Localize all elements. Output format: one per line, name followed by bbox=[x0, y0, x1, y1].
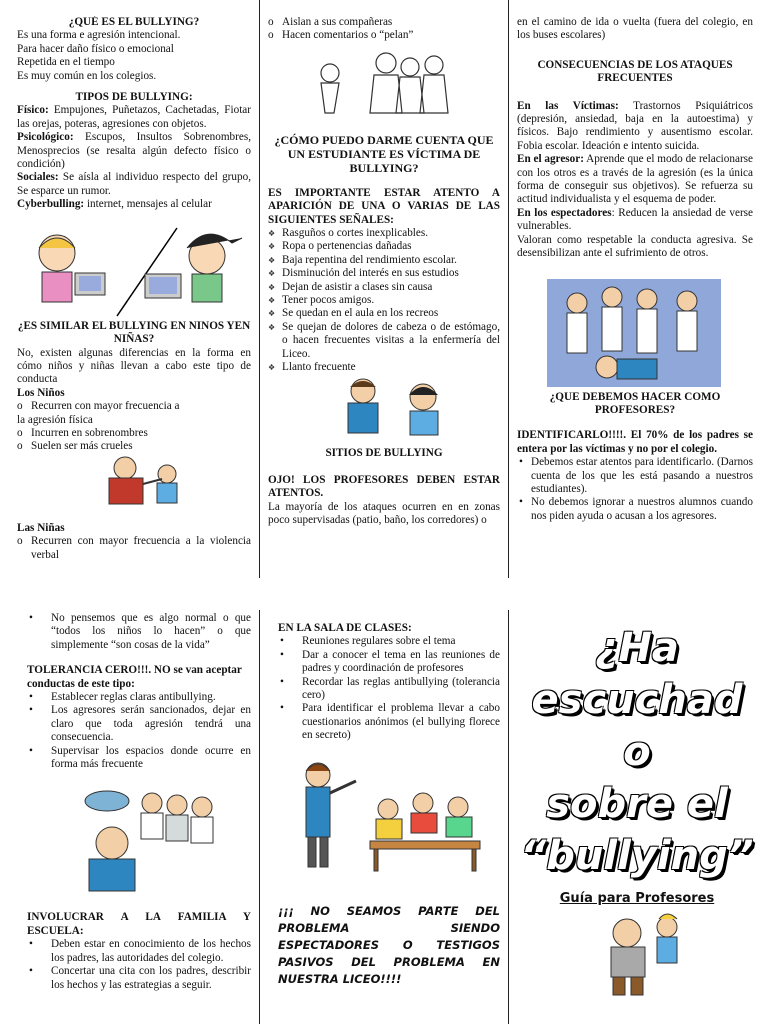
type-psychological: Psicológico: Escupos, Insultos Sobrenombres, Menosprecios (se resalta algún defecto físico o condición) bbox=[17, 131, 251, 171]
list-item: ❖ Llanto frecuente bbox=[268, 361, 500, 374]
column-divider bbox=[259, 0, 260, 578]
type-physical: Físico: Empujones, Puñetazos, Cachetadas, Fiotar las orejas, poteras, agresiones con objetos. bbox=[17, 104, 251, 130]
list-item: ❖ Ropa o pertenencias dañadas bbox=[268, 240, 500, 253]
definition-line: Es muy común en los colegios. bbox=[17, 69, 157, 82]
list-item: ❖ Se quedan en el aula en los recreos bbox=[268, 307, 500, 320]
illustration-fight bbox=[17, 454, 251, 516]
panel-consequences bbox=[517, 16, 753, 576]
heading-places: SITIOS DE BULLYING bbox=[325, 446, 443, 459]
panel-what-is-bullying bbox=[17, 16, 251, 576]
signs-list bbox=[268, 227, 500, 374]
illustration-classroom bbox=[278, 751, 500, 881]
list-item: • No pensemos que es algo normal o que “todos los niños lo hacen” o que simplemente “son cosas de la vida” bbox=[27, 612, 251, 652]
list-item: • Supervisar los espacios donde ocurre en forma más frecuente bbox=[27, 745, 251, 772]
classroom-list bbox=[278, 635, 500, 742]
zero-tolerance-list bbox=[27, 691, 251, 771]
list-item: • Establecer reglas claras antibullying. bbox=[27, 691, 251, 704]
column-divider bbox=[508, 0, 509, 578]
closing-message: ¡¡¡ NO SEAMOS PARTE DEL PROBLEMA SIENDO ESPECTADORES O TESTIGOS PASIVOS DEL PROBLEMA EN NUESTRA LICEO!!!! bbox=[278, 903, 500, 986]
heading-similar: ¿ES SIMILAR EL BULLYING EN NINOS YEN NIÑAS? bbox=[17, 319, 251, 346]
list-item: o Hacen comentarios o “pelan” bbox=[268, 29, 500, 42]
boys-list bbox=[17, 400, 251, 454]
label-girls: Las Niñas bbox=[17, 521, 65, 534]
places-text: La mayoría de los ataques ocurren en en zonas poco supervisadas (patio, baño, los corredores) o bbox=[268, 500, 500, 527]
list-item: • No debemos ignorar a nuestros alumnos cuando nos piden ayuda o acusan a los agresores. bbox=[517, 496, 753, 523]
list-item: ❖ Rasguños o cortes inexplicables. bbox=[268, 227, 500, 240]
heading-types: TIPOS DE BULLYING: bbox=[75, 91, 193, 104]
list-item: ❖ Se quejan de dolores de cabeza o de estómago, o hacen frecuentes visitas a la enfermería del Liceo. bbox=[268, 321, 500, 361]
definition-line: Repetida en el tiempo bbox=[17, 56, 115, 69]
list-item: ❖ Dejan de asistir a clases sin causa bbox=[268, 281, 500, 294]
definition-line: Para hacer daño físico o emocional bbox=[17, 42, 174, 55]
cover-title-line: sobre el bbox=[546, 781, 728, 827]
cover-title-line: “bullying” bbox=[520, 833, 754, 879]
cover-title-line: escuchad bbox=[531, 677, 743, 723]
illustration-cyberbullying bbox=[17, 218, 251, 318]
list-item: • Recordar las reglas antibullying (tolerancia cero) bbox=[278, 676, 500, 703]
list-item: ❖ Baja repentina del rendimiento escolar. bbox=[268, 254, 500, 267]
type-social: Sociales: Se aísla al individuo respecto del grupo, Se esparce un rumor. bbox=[17, 171, 251, 197]
illustration-boys-teasing bbox=[27, 781, 251, 901]
heading-family: INVOLUCRAR A LA FAMILIA Y ESCUELA: bbox=[27, 911, 251, 937]
victims-text: En las Víctimas: Trastornos Psiquiátricos (depresión, ansiedad, baja en la autoestima) y físicos. Bajo rendimiento y ausentismo escolar. Fobia escolar. Ideación e intento suicida. bbox=[517, 99, 753, 152]
list-item: o Recurren con mayor frecuencia a bbox=[17, 400, 251, 413]
panel-classroom bbox=[278, 622, 500, 1022]
list-item: o Aislan a sus compañeras bbox=[268, 16, 500, 29]
list-item: • Debemos estar atentos para identificarlo. (Darnos cuenta de los que les está pasando a nuestros estudiantes). bbox=[517, 456, 753, 496]
cover-title-line: ¿Ha bbox=[595, 625, 679, 671]
list-item: o Incurren en sobrenombres bbox=[17, 427, 251, 440]
definition-line: Es una forma e agresión intencional. bbox=[17, 29, 181, 42]
heading-classroom: EN LA SALA DE CLASES: bbox=[278, 622, 412, 634]
list-item: • Concertar una cita con los padres, describir los hechos y las estrategias a seguir. bbox=[27, 965, 251, 992]
cover-subtitle: Guía para Profesores bbox=[559, 891, 715, 906]
type-cyber: Cyberbulling: internet, mensajes al celular bbox=[17, 198, 212, 211]
list-item: ❖ Disminución del interés en sus estudios bbox=[268, 267, 500, 280]
list-item: • Reuniones regulares sobre el tema bbox=[278, 635, 500, 648]
cover-title-line: o bbox=[623, 729, 651, 775]
illustration-group-bullying bbox=[517, 277, 753, 389]
list-item: la agresión física bbox=[17, 413, 93, 426]
list-item: • Para identificar el problema llevar a cabo cuestionarios anónimos (el bullying florece en secreto) bbox=[278, 702, 500, 742]
illustration-bully bbox=[517, 909, 757, 999]
similar-text: No, existen algunas diferencias en la forma en cómo niños y niñas llevan a cabo este tipo de conducta bbox=[17, 346, 251, 386]
list-item: o Recurren con mayor frecuencia a la violencia verbal bbox=[17, 535, 251, 562]
identify-note: IDENTIFICARLO!!!!. El 70% de los padres se entera por las víctimas y no por el colegio. bbox=[517, 429, 753, 455]
girls-list-continued bbox=[268, 16, 500, 43]
column-divider bbox=[508, 610, 509, 1024]
identify-list bbox=[517, 456, 753, 523]
cover-title bbox=[517, 622, 757, 882]
panel-cover bbox=[517, 622, 757, 1022]
heading-how-to-know: ¿CÓMO PUEDO DARME CUENTA QUE UN ESTUDIANTE ES VÍCTIMA DE BULLYING? bbox=[274, 132, 494, 175]
teachers-alert: OJO! LOS PROFESORES DEBEN ESTAR ATENTOS. bbox=[268, 473, 500, 500]
illustration-girls-excluding bbox=[268, 43, 500, 133]
label-boys: Los Niños bbox=[17, 386, 65, 399]
family-list bbox=[27, 938, 251, 992]
panel-zero-tolerance bbox=[27, 612, 251, 1022]
heading-what-to-do: ¿QUE DEBEMOS HACER COMO PROFESORES? bbox=[549, 390, 721, 416]
list-item: ❖ Tener pocos amigos. bbox=[268, 294, 500, 307]
spectators-text: En los espectadores: Reducen la ansiedad de verse vulnerables. bbox=[517, 206, 753, 233]
list-item: • Deben estar en conocimiento de los hechos los padres, las autoridades del colegio. bbox=[27, 938, 251, 965]
spectators-text-2: Valoran como respetable la conducta agresiva. Se desensibilizan ante el sufrimiento de otros. bbox=[517, 233, 753, 260]
important-note: ES IMPORTANTE ESTAR ATENTO A APARICIÓN DE UNA O VARIAS DE LAS SIGUIENTES SEÑALES: bbox=[268, 186, 500, 226]
panel-signs bbox=[268, 16, 500, 576]
column-divider bbox=[259, 610, 260, 1024]
places-text-continued: en el camino de ida o vuelta (fuera del colegio, en los buses escolares) bbox=[517, 16, 753, 42]
list-item: • Dar a conocer el tema en las reuniones de padres y coordinación de profesores bbox=[278, 649, 500, 676]
heading-what-is: ¿QUÉ ES EL BULLYING? bbox=[68, 16, 200, 28]
normalize-list bbox=[27, 612, 251, 652]
list-item: o Suelen ser más crueles bbox=[17, 440, 251, 453]
girls-list bbox=[17, 535, 251, 562]
heading-zero-tolerance: TOLERANCIA CERO!!!. NO se van aceptar conductas de este tipo: bbox=[27, 664, 242, 690]
heading-consequences: CONSECUENCIAS DE LOS ATAQUES FRECUENTES bbox=[537, 58, 733, 85]
aggressor-text: En el agresor: Aprende que el modo de relacionarse con los otros es a través de la agresión (es la única forma de conseguir sus objetivos). Se refuerza su actitud individualista y el esquema de poder. bbox=[517, 153, 753, 206]
illustration-crying bbox=[268, 375, 500, 437]
list-item: • Los agresores serán sancionados, dejar en claro que toda agresión tendrá una consecuencia. bbox=[27, 704, 251, 744]
